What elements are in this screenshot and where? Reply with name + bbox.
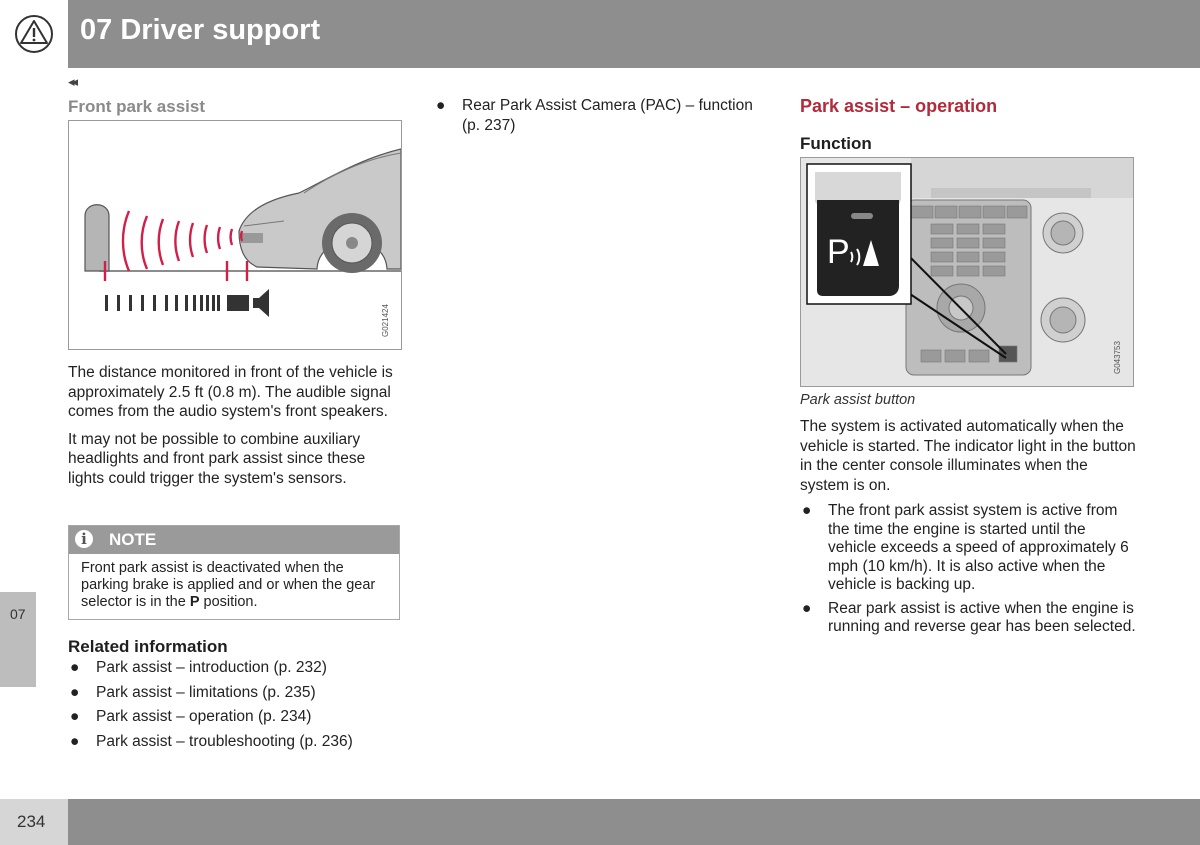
- bullet: ●: [436, 97, 446, 114]
- continued-list: [434, 96, 774, 135]
- link-text[interactable]: Park assist – troubleshooting (p. 236): [96, 732, 353, 750]
- info-icon: i: [73, 528, 95, 550]
- list-item-text: Rear park assist is active when the engine is running and reverse gear has been selected.: [828, 599, 1136, 635]
- figure-caption: Park assist button: [800, 392, 916, 408]
- related-link[interactable]: [68, 732, 408, 752]
- warning-triangle-icon: [0, 0, 68, 68]
- bullet: ●: [70, 683, 80, 701]
- list-item-text: The front park assist system is active from the time the engine is started until the vehicle exceeds a speed of approximately 6 mph (10 km/h). It is also active when the vehicle is backing up.: [828, 502, 1129, 593]
- note-text-part: Front park assist is deactivated when the parking brake is applied and or when the gear selector is in the: [81, 560, 376, 610]
- body-text: [68, 363, 404, 488]
- paragraph: The distance monitored in front of the vehicle is approximately 2.5 ft (0.8 m). The audible signal comes from the audio system's front speakers.: [68, 364, 393, 420]
- related-links-list: [68, 658, 408, 751]
- bullet: ●: [70, 708, 80, 725]
- page-number-box: [0, 799, 68, 845]
- bullet: ●: [70, 659, 80, 676]
- link-text[interactable]: Park assist – introduction (p. 232): [96, 659, 327, 676]
- bullet: ●: [802, 502, 812, 519]
- link-text[interactable]: Park assist – limitations (p. 235): [96, 683, 316, 701]
- page-number: 234: [17, 812, 46, 831]
- note-text: [81, 560, 391, 611]
- paragraph: The system is activated automatically when the vehicle is started. The indicator light in the button in the center console illuminates when the system is on.: [800, 418, 1136, 494]
- body-text: [800, 417, 1136, 495]
- bullet: ●: [70, 732, 80, 750]
- chapter-title: 07 Driver support: [80, 14, 321, 46]
- section-heading: Park assist – operation: [800, 96, 998, 116]
- section-heading: Front park assist: [68, 97, 205, 116]
- park-assist-button-glyph: P: [827, 233, 850, 271]
- list-item: [800, 502, 1136, 595]
- page-footer: [0, 799, 1200, 845]
- function-list: [800, 502, 1136, 637]
- note-box: [68, 525, 400, 620]
- list-item: [800, 600, 1136, 637]
- related-link[interactable]: [68, 707, 408, 727]
- bullet: ●: [802, 599, 812, 617]
- note-label: NOTE: [109, 530, 157, 549]
- related-link[interactable]: [434, 96, 774, 135]
- park-assist-button-figure: [800, 157, 1134, 387]
- link-text[interactable]: Rear Park Assist Camera (PAC) – function (p. 237): [462, 97, 753, 134]
- front-park-assist-diagram: [69, 121, 401, 349]
- subsection-heading: Function: [800, 134, 872, 153]
- related-information-heading: Related information: [68, 637, 228, 656]
- chapter-header: [0, 0, 1200, 68]
- link-text[interactable]: Park assist – operation (p. 234): [96, 708, 312, 725]
- front-park-assist-illustration: [68, 120, 402, 350]
- related-link[interactable]: [68, 658, 408, 678]
- note-text-part: position.: [199, 594, 258, 610]
- paragraph: It may not be possible to combine auxiliary headlights and front park assist since these lights could trigger the system's sensors.: [68, 430, 366, 487]
- note-text-bold: P: [189, 594, 200, 610]
- previous-page-icon[interactable]: ◂◂: [68, 74, 76, 89]
- chapter-icon-box: [0, 0, 68, 68]
- related-link[interactable]: [68, 683, 408, 703]
- center-console-illustration: [801, 158, 1133, 386]
- chapter-tab[interactable]: [0, 592, 36, 687]
- chapter-tab-label: 07: [10, 606, 26, 622]
- note-header: [69, 526, 399, 554]
- figure-code: G043753: [1113, 341, 1122, 374]
- figure-code: G021424: [381, 304, 390, 337]
